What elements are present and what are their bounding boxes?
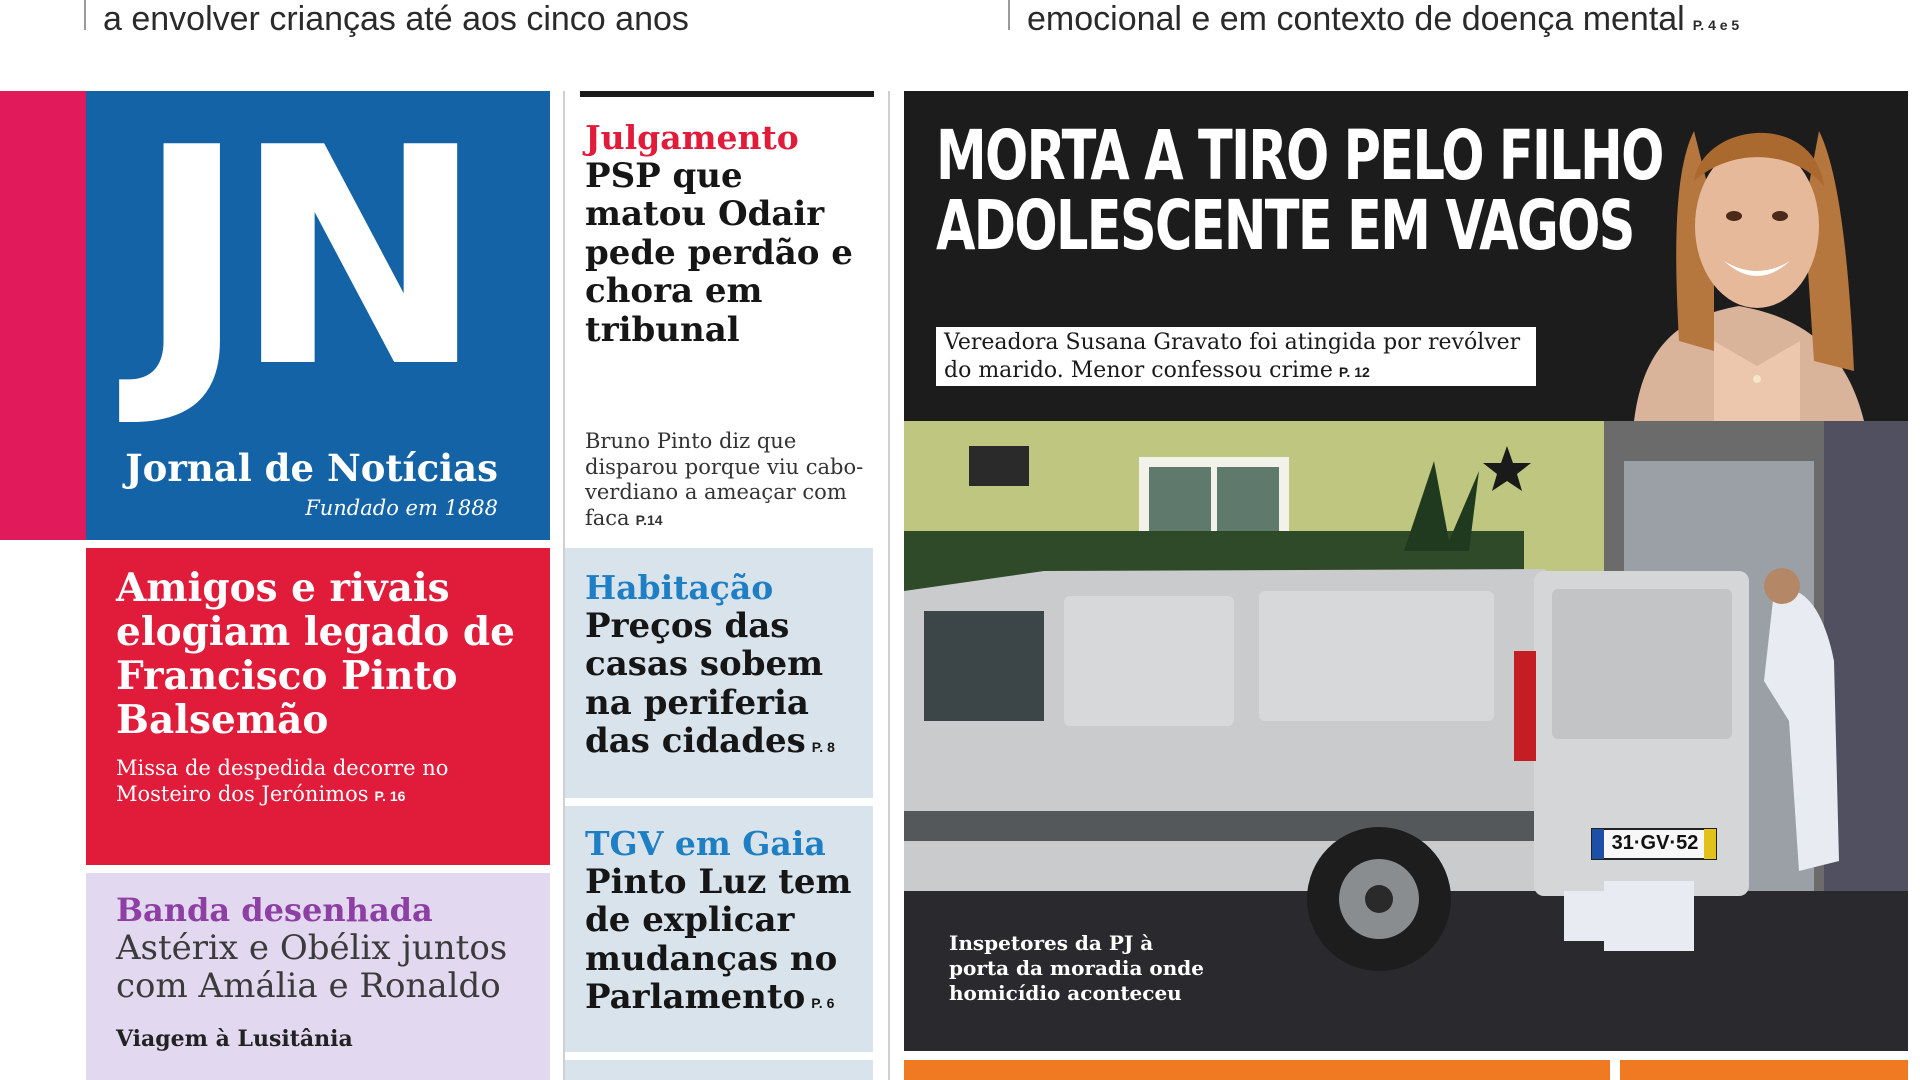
portrait-photo xyxy=(1564,91,1908,421)
story-housing-headline: Preços das casas sobem na periferia das cidades P. 8 xyxy=(585,606,835,762)
lead-headline-line2: ADOLESCENTE EM VAGOS xyxy=(936,186,1634,267)
teaser-right-page: P. 4 e 5 xyxy=(1692,17,1740,33)
story-tgv-page: P. 6 xyxy=(811,995,835,1012)
story-trial-headline: PSP que matou Odair pede perdão e chora em tribunal xyxy=(585,156,853,350)
lead-headline-line1: MORTA A TIRO PELO FILHO xyxy=(936,116,1663,196)
story-trial-kicker: Julgamento xyxy=(585,118,799,157)
lead-dek-page: P. 12 xyxy=(1338,363,1370,380)
story-comics[interactable] xyxy=(86,873,550,1080)
lead-dek: Vereadora Susana Gravato foi atingida por revólver do marido. Menor confessou crime P. 12 xyxy=(936,327,1536,386)
teaser-left-text: a envolver crianças até aos cinco anos xyxy=(103,0,689,38)
bottom-orange-strip-2[interactable] xyxy=(1620,1060,1908,1080)
story-balsemao-headline: Amigos e rivais elogiam legado de Francisco Pinto Balsemão xyxy=(116,565,515,744)
teaser-divider-right xyxy=(1008,0,1010,30)
masthead-logo: JN xyxy=(136,91,471,433)
story-housing-kicker: Habitação xyxy=(585,568,774,607)
photo-caption: Inspetores da PJ à porta da moradia onde homicídio aconteceu xyxy=(949,931,1205,1005)
story-balsemao-page: P. 16 xyxy=(374,787,406,804)
lead-photo xyxy=(904,421,1908,1051)
masthead-founded: Fundado em 1888 xyxy=(305,496,498,520)
story-housing-page: P. 8 xyxy=(811,739,835,756)
story-comics-kicker: Banda desenhada xyxy=(116,891,433,929)
teaser-left[interactable] xyxy=(103,2,689,36)
lead-dek-wrap xyxy=(936,327,1536,386)
lead-story[interactable] xyxy=(904,91,1908,421)
story-trial-page: P.14 xyxy=(635,511,663,528)
teaser-right[interactable] xyxy=(1027,2,1739,36)
middle-column-bottom-box xyxy=(565,1060,873,1080)
story-comics-sub: Viagem à Lusitânia xyxy=(116,1025,353,1052)
story-housing[interactable] xyxy=(565,548,873,798)
masthead-name: Jornal de Notícias xyxy=(125,446,498,490)
story-tgv-headline: Pinto Luz tem de explicar mudanças no Parlamento P. 6 xyxy=(585,862,852,1018)
story-comics-headline: Astérix e Obélix juntos com Amália e Ronaldo xyxy=(116,928,508,1007)
story-tgv[interactable] xyxy=(565,806,873,1052)
plate-text: 31·GV·52 xyxy=(1611,832,1699,854)
column-divider-2 xyxy=(888,91,890,1080)
bottom-orange-strip-1[interactable] xyxy=(904,1060,1610,1080)
story-balsemao-dek: Missa de despedida decorre no Mosteiro dos Jerónimos P. 16 xyxy=(116,756,449,806)
middle-column-topbar xyxy=(580,91,874,97)
masthead-accent-bar xyxy=(0,91,86,540)
story-trial[interactable] xyxy=(565,100,888,540)
story-tgv-kicker: TGV em Gaia xyxy=(585,824,826,863)
teaser-divider-left xyxy=(84,0,86,30)
masthead[interactable] xyxy=(86,91,550,540)
story-balsemao[interactable] xyxy=(86,548,550,865)
teaser-right-text: emocional e em contexto de doença mental xyxy=(1027,0,1685,38)
story-trial-dek: Bruno Pinto diz que disparou porque viu cabo-verdiano a ameaçar com faca P.14 xyxy=(585,429,864,530)
